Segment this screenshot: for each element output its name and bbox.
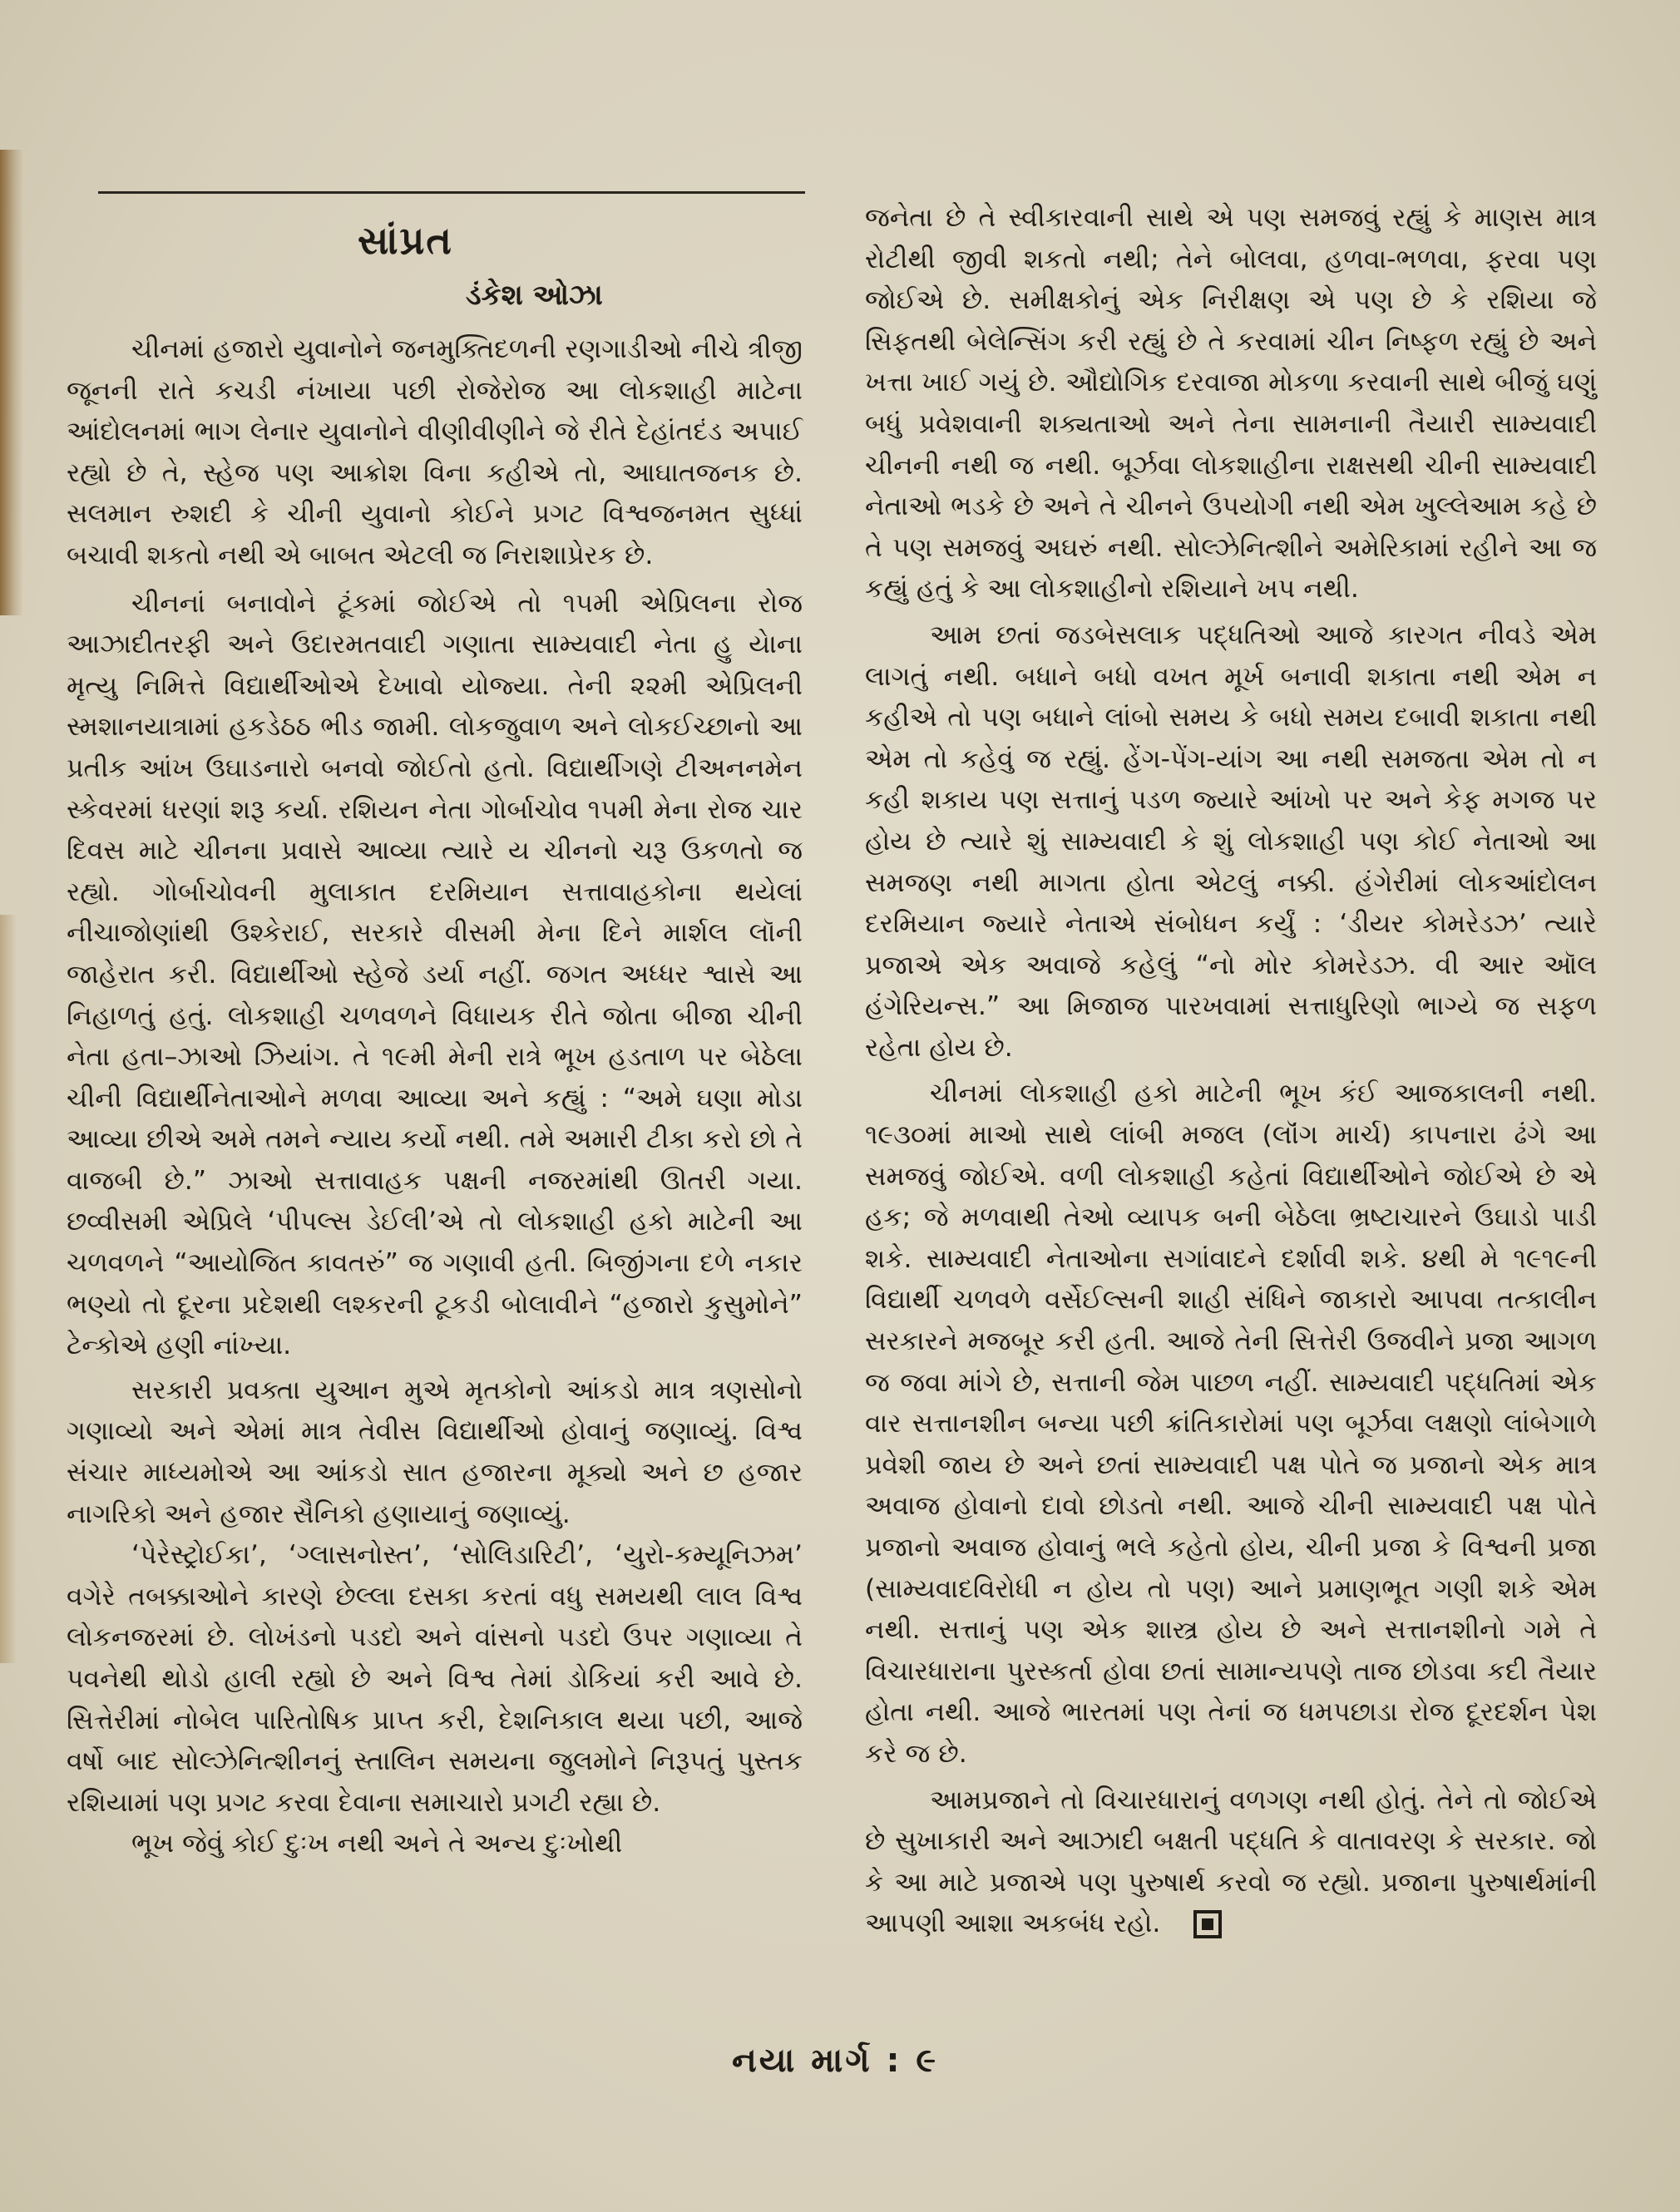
paragraph: સરકારી પ્રવક્તા યુઆન મુએ મૃતકોનો આંકડો માત્ર ત્રણસોનો ગણાવ્યો અને એમાં માત્ર તેવીસ વિદ્યાર્થીઓ હોવાનું જણાવ્યું. વિશ્વ સંચાર માધ્યમોએ આ આંકડો સાત હજારના મૂક્યો અને છ હજાર નાગરિકો અને હજાર સૈનિકો હણાયાનું જણાવ્યું.: [67, 1375, 803, 1529]
paragraph: ‘પેરેસ્ટ્રોઈકા’, ‘ગ્લાસનોસ્ત’, ‘સોલિડારિટી’, ‘યુરો-કમ્યૂનિઝમ’ વગેરે તબક્કાઓને કારણે છેલ્લા દસકા કરતાં વધુ સમયથી લાલ વિશ્વ લોકનજરમાં છે. લોખંડનો પડદો અને વાંસનો પડદો ઉપર ગણાવ્યા તે પવનેથી થોડો હાલી રહ્યો છે અને વિશ્વ તેમાં ડોકિયાં કરી આવે છે. સિત્તેરીમાં નોબેલ પારિતોષિક પ્રાપ્ત કરી, દેશનિકાલ થયા પછી, આજે વર્ષો બાદ સોલ્ઝેનિત્શીનનું સ્તાલિન સમયના જુલમોને નિરૂપતું પુસ્તક રશિયામાં પણ પ્રગટ કરવા દેવાના સમાચારો પ્રગટી રહ્યા છે.: [67, 1540, 803, 1818]
page-stain: [0, 150, 23, 615]
paragraph: [865, 1780, 1597, 1945]
paragraph-text: આમપ્રજાને તો વિચારધારાનું વળગણ નથી હોતું. તેને તો જોઈએ છે સુખાકારી અને આઝાદી બક્ષતી પદ્ધતિ કે વાતાવરણ કે સરકાર. જો કે આ માટે પ્રજાએ પણ પુરુષાર્થ કરવો જ રહ્યો. પ્રજાના પુરુષાર્થમાંની આપણી આશા અકબંધ રહો.: [865, 1785, 1597, 1939]
end-mark-icon: [1193, 1910, 1222, 1938]
right-column: [865, 198, 1597, 1945]
paragraph: ચીનમાં હજારો યુવાનોને જનમુક્તિદળની રણગાડીઓ નીચે ત્રીજી જૂનની રાતે કચડી નંખાયા પછી રોજેરોજ આ લોકશાહી માટેના આંદોલનમાં ભાગ લેનાર યુવાનોને વીણીવીણીને જે રીતે દેહાંતદંડ અપાઈ રહ્યો છે તે, સ્હેજ પણ આક્રોશ વિના કહીએ તો, આઘાતજનક છે. સલમાન રુશદી કે ચીની યુવાનો કોઈને પ્રગટ વિશ્વજનમત સુધ્ધાં બચાવી શકતો નથી એ બાબત એટલી જ નિરાશાપ્રેરક છે.: [67, 334, 803, 570]
paragraph: જનેતા છે તે સ્વીકારવાની સાથે એ પણ સમજવું રહ્યું કે માણસ માત્ર રોટીથી જીવી શકતો નથી; તેને બોલવા, હળવા-ભળવા, ફરવા પણ જોઈએ છે. સમીક્ષકોનું એક નિરીક્ષણ એ પણ છે કે રશિયા જે સિફતથી બેલેન્સિંગ કરી રહ્યું છે તે કરવામાં ચીન નિષ્ફળ રહ્યું છે અને ખત્તા ખાઈ ગયું છે. ઔદ્યોગિક દરવાજા મોકળા કરવાની સાથે બીજું ઘણું બધું પ્રવેશવાની શક્યતાઓ અને તેના સામનાની તૈયારી સામ્યવાદી ચીનની નથી જ નથી. બૂર્ઝવા લોકશાહીના રાક્ષસથી ચીની સામ્યવાદી નેતાઓ ભડકે છે અને તે ચીનને ઉપયોગી નથી એમ ખુલ્લેઆમ કહે છે તે પણ સમજવું અઘરું નથી. સોલ્ઝેનિત્શીને અમેરિકામાં રહીને આ જ કહ્યું હતું કે આ લોકશાહીનો રશિયાને ખપ નથી.: [865, 203, 1597, 605]
page-footer: નયા માર્ગ : ૯: [732, 2042, 939, 2080]
paragraph: ભૂખ જેવું કોઈ દુઃખ નથી અને તે અન્ય દુઃખોથી: [131, 1829, 623, 1859]
article-title: સાંપ્રત: [358, 218, 453, 263]
paragraph: ચીનનાં બનાવોને ટૂંકમાં જોઈએ તો ૧૫મી એપ્રિલના રોજ આઝાદીતરફી અને ઉદારમતવાદી ગણાતા સામ્યવાદી નેતા હુ યેાના મૃત્યુ નિમિત્તે વિદ્યાર્થીઓએ દેખાવો યોજ્યા. તેની ૨૨મી એપ્રિલની સ્મશાનયાત્રામાં હકડેઠઠ ભીડ જામી. લોકજુવાળ અને લોકઈચ્છાનો આ પ્રતીક આંખ ઉઘાડનારો બનવો જોઈતો હતો. વિદ્યાર્થીગણે ટીઅનનમેન સ્કેવરમાં ધરણાં શરૂ કર્યા. રશિયન નેતા ગોર્બાચોવ ૧૫મી મેના રોજ ચાર દિવસ માટે ચીનના પ્રવાસે આવ્યા ત્યારે ય ચીનનો ચરૂ ઉકળતો જ રહ્યો. ગોર્બાચોવની મુલાકાત દરમિયાન સત્તાવાહકોના થયેલાં નીચાજોણાંથી ઉશ્કેરાઈ, સરકારે વીસમી મેના દિને માર્શલ લૉની જાહેરાત કરી. વિદ્યાર્થીઓ સ્હેજે ડર્યા નહીં. જગત અધ્ધર શ્વાસે આ નિહાળતું હતું. લોકશાહી ચળવળને વિધાયક રીતે જોતા બીજા ચીની નેતા હતા–ઝાઓ ઝિયાંગ. તે ૧૯મી મેની રાત્રે ભૂખ હડતાળ પર બેઠેલા ચીની વિદ્યાર્થીનેતાઓને મળવા આવ્યા અને કહ્યું : “અમે ઘણા મોડા આવ્યા છીએ અમે તમને ન્યાય કર્યો નથી. તમે અમારી ટીકા કરો છો તે વાજબી છે.” ઝાઓ સત્તાવાહક પક્ષની નજરમાંથી ઊતરી ગયા. છવ્વીસમી એપ્રિલે ‘પીપલ્સ ડેઈલી’એ તો લોકશાહી હકો માટેની આ ચળવળને “આયોજિત કાવતરું” જ ગણાવી હતી. બિજીંગના દળે નકાર ભણ્યો તો દૂરના પ્રદેશથી લશ્કરની ટૂકડી બોલાવીને “હજારો કુસુમોને” ટેન્કોએ હણી નાંખ્યા.: [67, 588, 803, 1361]
column-top-rule: [98, 191, 805, 194]
article-author: ડંકેશ ઓઝા: [466, 279, 603, 312]
left-column: [67, 329, 803, 1865]
paragraph: આમ છતાં જડબેસલાક પદ્ધતિઓ આજે કારગત નીવડે એમ લાગતું નથી. બધાને બધો વખત મૂર્ખ બનાવી શકાતા નથી એમ ન કહીએ તો પણ બધાને લાંબો સમય કે બધો સમય દબાવી શકાતા નથી એમ તો કહેવું જ રહ્યું. હેંગ-પેંગ-યાંગ આ નથી સમજતા એમ તો ન કહી શકાય પણ સત્તાનું પડળ જ્યારે આંખો પર અને કેફ મગજ પર હોય છે ત્યારે શું સામ્યવાદી કે શું લોકશાહી પણ કોઈ નેતાઓ આ સમજણ નથી માગતા હોતા એટલું નક્કી. હંગેરીમાં લોકઆંદોલન દરમિયાન જ્યારે નેતાએ સંબોધન કર્યું : ‘ડીયર કોમરેડઝ’ ત્યારે પ્રજાએ એક અવાજે કહેલું “નો મોર કોમરેડઝ. વી આર ઑલ હંગેરિયન્સ.” આ મિજાજ પારખવામાં સત્તાધુરિણો ભાગ્યે જ સફળ રહેતા હોય છે.: [865, 620, 1597, 1063]
paragraph: ચીનમાં લોકશાહી હકો માટેની ભૂખ કંઈ આજકાલની નથી. ૧૯૩૦માં માઓ સાથે લાંબી મજલ (લૉંગ માર્ચ) કાપનારા ઢંગે આ સમજવું જોઈએ. વળી લોકશાહી કહેતાં વિદ્યાર્થીઓને જોઈએ છે એ હક; જે મળવાથી તેઓ વ્યાપક બની બેઠેલા ભ્રષ્ટાચારને ઉઘાડો પાડી શકે. સામ્યવાદી નેતાઓના સગાંવાદને દર્શાવી શકે. ૪થી મે ૧૯૧૯ની વિદ્યાર્થી ચળવળે વર્સેઈલ્સની શાહી સંધિને જાકારો આપવા તત્કાલીન સરકારને મજબૂર કરી હતી. આજે તેની સિત્તેરી ઉજવીને પ્રજા આગળ જ જવા માંગે છે, સત્તાની જેમ પાછળ નહીં. સામ્યવાદી પદ્ધતિમાં એક વાર સત્તાનશીન બન્યા પછી ક્રાંતિકારોમાં પણ બૂર્ઝવા લક્ષણો લાંબેગાળે પ્રવેશી જાય છે અને છતાં સામ્યવાદી પક્ષ પોતે જ પ્રજાનો એક માત્ર અવાજ હોવાનો દાવો છોડતો નથી. આજે ચીની સામ્યવાદી પક્ષ પોતે પ્રજાનો અવાજ હોવાનું ભલે કહેતો હોય, ચીની પ્રજા કે વિશ્વની પ્રજા (સામ્યવાદવિરોધી ન હોય તો પણ) આને પ્રમાણભૂત ગણી શકે એમ નથી. સત્તાનું પણ એક શાસ્ત્ર હોય છે અને સત્તાનશીનો ગમે તે વિચારધારાના પુરસ્કર્તા હોવા છતાં સામાન્યપણે તાજ છોડવા કદી તૈયાર હોતા નથી. આજે ભારતમાં પણ તેનાં જ ધમપછાડા રોજ દૂરદર્શન પેશ કરે જ છે.: [865, 1079, 1597, 1769]
page-stain: [0, 915, 17, 1663]
